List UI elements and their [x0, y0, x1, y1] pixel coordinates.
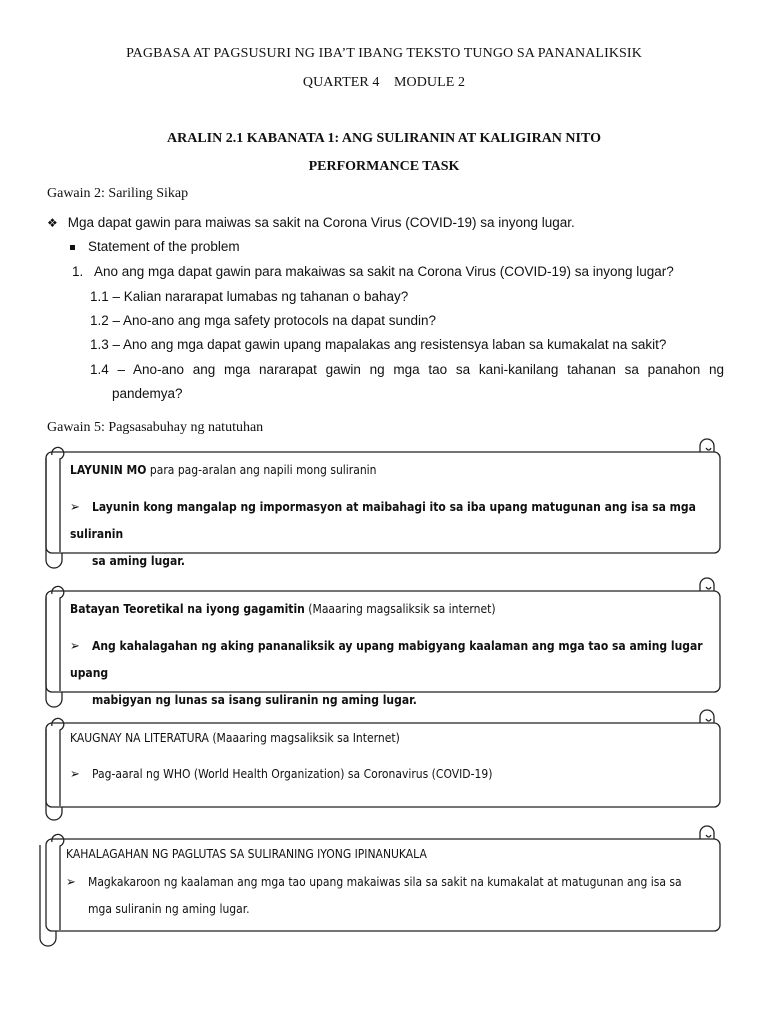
arrow-bullet-icon: ➢ — [70, 500, 80, 515]
box4-heading — [66, 847, 427, 861]
header-title: PAGBASA AT PAGSUSURI NG IBA’T IBANG TEKSTO TUNGO SA PANANALIKSIK — [126, 46, 642, 61]
box2-line-2: mabigyan ng lunas sa isang suliranin ng aming lugar. — [92, 693, 417, 707]
box1-line-2: sa aming lugar. — [92, 554, 185, 568]
arrow-bullet-icon: ➢ — [66, 875, 76, 890]
module-label: MODULE 2 — [393, 75, 466, 90]
box3-line-1: Pag-aaral ng WHO (World Health Organization) sa Coronavirus (COVID-19) — [92, 767, 493, 781]
question-1-text: Ano ang mga dapat gawin para makaiwas sa sakit na Corona Virus (COVID-19) sa inyong lugar? — [94, 264, 674, 279]
box4-heading-rest: KAHALAGAHAN NG PAGLUTAS SA SULIRANING IYONG IPINANUKALA — [66, 847, 427, 861]
diamond-bullet-icon: ❖ — [47, 216, 58, 230]
sub-question-1-1: 1.1 – Kalian nararapat lumabas ng tahanan o bahay? — [90, 289, 409, 304]
box2-line-1: Ang kahalagahan ng aking pananaliksik ay upang mabigyang kaalaman ang mga tao sa aming lugar upang — [70, 639, 703, 680]
arrow-bullet-icon: ➢ — [70, 767, 80, 782]
box1-heading — [70, 463, 377, 477]
sub-question-1-4-cont: pandemya? — [112, 386, 183, 401]
quarter-label: QUARTER 4 — [302, 75, 380, 90]
gawain2-label: Gawain 2: Sariling Sikap — [47, 186, 189, 201]
box3-heading — [70, 731, 400, 745]
arrow-bullet-icon: ➢ — [70, 639, 80, 654]
box1-heading-rest: para pag-aralan ang napili mong suliranin — [146, 463, 377, 477]
box1-heading-bold: LAYUNIN MO — [70, 463, 147, 477]
statement-text: Statement of the problem — [88, 239, 240, 254]
gawain5-label: Gawain 5: Pagsasabuhay ng natutuhan — [47, 420, 264, 435]
gawain2-bullet-text: Mga dapat gawin para maiwas sa sakit na Corona Virus (COVID-19) sa inyong lugar. — [67, 215, 575, 230]
question-1-number: 1. — [72, 264, 84, 279]
box4-line-1: Magkakaroon ng kaalaman ang mga tao upang makaiwas sila sa sakit na kumakalat at matugunan ang isa sa — [88, 875, 682, 889]
box1-bullet — [70, 494, 710, 575]
box3-bullet — [70, 761, 710, 788]
sub-question-1-4: 1.4 – Ano-ano ang mga nararapat gawin ng mga tao sa kani-kanilang tahanan sa panahon ng — [90, 362, 724, 377]
box3-heading-rest: KAUGNAY NA LITERATURA (Maaaring magsaliksik sa Internet) — [70, 731, 400, 745]
aralin-title: ARALIN 2.1 KABANATA 1: ANG SULIRANIN AT KALIGIRAN NITO — [167, 131, 601, 146]
sub-question-1-2: 1.2 – Ano-ano ang mga safety protocols na dapat sundin? — [90, 313, 436, 328]
box2-bullet — [70, 633, 710, 714]
performance-task-title: PERFORMANCE TASK — [308, 159, 460, 174]
box1-line-1: Layunin kong mangalap ng impormasyon at maibahagi ito sa iba upang matugunan ang isa sa mga suliranin — [70, 500, 696, 541]
box4-line-2: mga suliranin ng aming lugar. — [88, 902, 250, 916]
box4-bullet — [66, 869, 710, 923]
box2-heading-rest: (Maaaring magsaliksik sa internet) — [304, 602, 496, 616]
box2-heading-bold: Batayan Teoretikal na iyong gagamitin — [70, 602, 305, 616]
sub-question-1-3: 1.3 – Ano ang mga dapat gawin upang mapalakas ang resistensya laban sa kumakalat na sakit? — [90, 337, 667, 352]
box2-heading — [70, 602, 496, 616]
